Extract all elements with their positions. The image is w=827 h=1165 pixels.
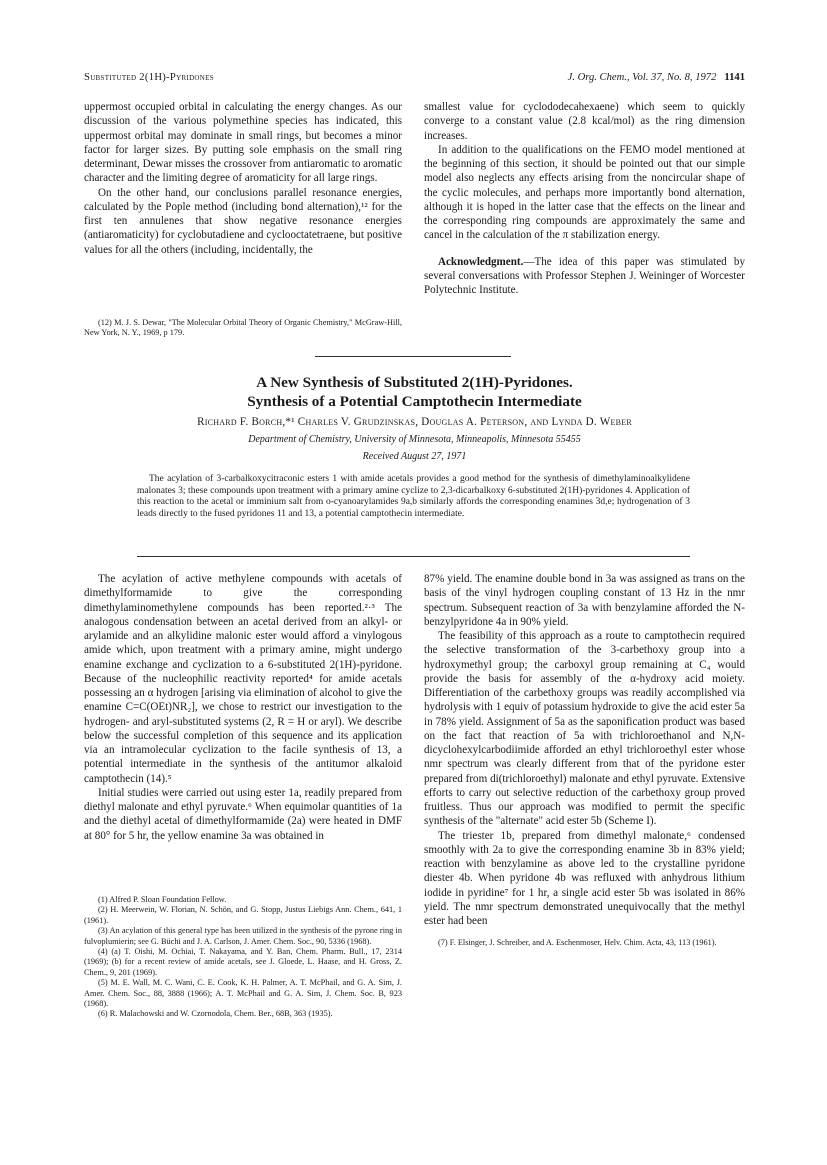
article-left-column — [84, 572, 402, 843]
footnotes-left — [84, 895, 402, 1020]
title-line: A New Synthesis of Substituted 2(1H)-Pyridones. — [256, 374, 573, 391]
footnote: (5) M. E. Wall, M. C. Wani, C. E. Cook, K. H. Palmer, A. T. McPhail, and G. A. Sim, J. Amer. Chem. Soc., 88, 3888 (1966); A. T. McPhail and G. A. Sim, J. Chem. Soc. B, 923 (1968). — [84, 978, 402, 1009]
acknowledgment-text: —The idea of this paper was stimulated by several conversations with Professor Stephen J. Weininger of Worcester Polytechnic Institute. — [424, 255, 745, 296]
article-right-column — [424, 572, 745, 928]
footnote: (2) H. Meerwein, W. Florian, N. Schön, and G. Stopp, Justus Liebigs Ann. Chem., 641, 1 (1961). — [84, 905, 402, 925]
article-divider — [315, 356, 511, 357]
article-title — [84, 373, 745, 411]
abstract-divider — [137, 556, 690, 557]
paragraph: The triester 1b, prepared from dimethyl malonate,⁶ condensed smoothly with 2a to give the corresponding enamine 3b in 83% yield; reaction with benzylamine as above led to the crystalline pyridone diester 4b. When pyridone 4b was refluxed with anhydrous lithium iodide in pyridine⁷ for 1 hr, a single acid ester 5b was isolated in 86% yield. The nmr spectrum demonstrated unequivocally that the methyl ester had been — [424, 829, 745, 927]
affiliation: Department of Chemistry, University of Minnesota, Minneapolis, Minnesota 55455 — [248, 434, 581, 445]
title-line: Synthesis of a Potential Camptothecin Intermediate — [247, 393, 582, 410]
footnote-12 — [84, 318, 402, 339]
received-date: Received August 27, 1971 — [362, 451, 467, 462]
footnote: (7) F. Elsinger, J. Schreiber, and A. Eschenmoser, Helv. Chim. Acta, 43, 113 (1961). — [438, 938, 717, 947]
page-number: 1141 — [724, 72, 745, 83]
footnote: (4) (a) T. Oishi, M. Ochiai, T. Nakayama, and Y. Ban, Chem. Pharm. Bull., 17, 2314 (1969); (b) for a recent review of amide acetals, see J. Gloede, L. Haase, and H. Gross, Z. Chem., 9, 201 (1969). — [84, 947, 402, 977]
journal-citation: J. Org. Chem., Vol. 37, No. 8, 1972 — [567, 72, 717, 83]
paragraph: Initial studies were carried out using ester 1a, readily prepared from diethyl malonate and ethyl pyruvate.⁶ When equimolar quantities of 1a and the diethyl acetal of dimethylformamide (2a) were heated in DMF at 80° for 5 hr, the yellow enamine 3a was obtained in — [84, 786, 402, 842]
previous-article-left-column — [84, 100, 402, 257]
running-head-title: Substituted 2(1H)-Pyridones — [84, 72, 214, 83]
paragraph: In addition to the qualifications on the FEMO model mentioned at the beginning of this section, it should be pointed out that our simple model also neglects any effects arising from the noncircular shape of the cyclic molecules, and perhaps more importantly bond alternation, although it is hoped in the latter case that the effects on the linear and the corresponding ring compounds are approximately the same and cancel in the calculation of the π stabilization energy. — [424, 143, 745, 242]
running-head — [84, 72, 745, 88]
paragraph: smallest value for cyclododecahexaene) which seem to quickly converge to a constant value (2.8 kcal/mol) as the ring dimension increases. — [424, 101, 745, 142]
paragraph: 87% yield. The enamine double bond in 3a was assigned as trans on the basis of the vinyl hydrogen coupling constant of 13 Hz in the nmr spectrum. Subsequent reaction of 3a with benzylamine afforded the N-benzylpyridone 4a in 90% yield. — [424, 573, 745, 628]
footnote: (3) An acylation of this general type has been utilized in the synthesis of the pyrone ring in fulvoplumierin; see G. Büchi and J. A. Carlson, J. Amer. Chem. Soc., 90, 5336 (1968). — [84, 926, 402, 946]
author-list: Richard F. Borch,*¹ Charles V. Grudzinskas, Douglas A. Peterson, and Lynda D. Weber — [197, 416, 632, 428]
footnote: (1) Alfred P. Sloan Foundation Fellow. — [98, 895, 227, 904]
paragraph: The acylation of active methylene compounds with acetals of dimethylformamide to give the corresponding dimethylaminomethylene compounds has been reported.²·³ The analogous condensation between an acetal derived from an alkyl- or arylamide and an alkylidine malonic ester would afford a vinylogous amide which, upon treatment with a primary amine, might undergo enamine exchange and cyclization to a 6-substituted 2(1H)-pyridone. Because of the nucleophilic reactivity reported⁴ for amide acetals possessing an α hydrogen [arising via elimination of alcohol to give the enamine C=C(OEt)NR₂], we chose to restrict our investigation to the hydrogen- and aryl-substituted systems (2, R = H or aryl). We describe below the successful completion of this sequence and its application via an intramolecular cyclization to the facile synthesis of 13, a potential intermediate in the synthesis of the antitumor alkaloid camptothecin (14).⁵ — [84, 573, 402, 785]
acknowledgment-heading: Acknowledgment. — [438, 255, 524, 268]
footnote-text: (12) M. J. S. Dewar, "The Molecular Orbital Theory of Organic Chemistry," McGraw-Hill, New York, N. Y., 1969, p 179. — [84, 318, 402, 338]
footnote: (6) R. Malachowski and W. Czornodola, Chem. Ber., 68B, 363 (1935). — [98, 1009, 333, 1019]
paragraph: The feasibility of this approach as a route to camptothecin required the selective transformation of the 3-carbethoxy group into a hydroxymethyl group; the carboxyl group remaining at C₄ would provide the basis for assembly of the α-hydroxy acid moiety. Differentiation of the carbethoxy groups was readily accomplished via hydrolysis with 1 equiv of potassium hydroxide to give the acid ester 5a in 78% yield. Assignment of 5a as the saponification product was based on the fact that reaction of 5a with trichloroethanol and N,N-dicyclohexylcarbodiimide afforded an ethyl trichloroethyl ester whose nmr spectrum was clearly different from that of the pyridone ester prepared from di(trichloroethyl) malonate and ethyl pyruvate. Extensive efforts to carry out selective reduction of the carbethoxy group proved fruitless. Thus our approach was modified to permit the specific synthesis of the "alternate" acid ester 5b (Scheme I). — [424, 630, 745, 828]
paragraph: uppermost occupied orbital in calculating the energy changes. As our discussion of the various polymethine species has indicated, this uppermost orbital may dominate in small rings, but becomes a minor factor for larger sizes. By putting sole emphasis on the small ring determinant, Dewar misses the crossover from antiaromatic to aromatic character and the limiting degree of aromaticity for all large rings. — [84, 101, 402, 185]
footnote-7 — [424, 938, 745, 948]
paragraph: On the other hand, our conclusions parallel resonance energies, calculated by the Pople method (including bond alternation),¹² for the first ten annulenes that show negative resonance energies (antiaromaticity) for cyclobutadiene and cyclooctatetraene, but positive values for all the others (including, incidentally, the — [84, 186, 402, 256]
abstract: The acylation of 3-carbalkoxycitraconic esters 1 with amide acetals provides a good method for the synthesis of dimethylaminoalkylidene malonates 3; these compounds upon treatment with a primary amine cyclize to 2,3-dicarbalkoxy 6-substituted 2(1H)-pyridones 4. Application of this reaction to the acetal or imminium salt from o-cyanoarylamides 9a,b similarly affords the corresponding enamines 3d,e; hydrogenation of 3 leads directly to the fused pyridones 11 and 13, a potential camptothecin intermediate. — [137, 474, 690, 519]
acknowledgment — [424, 255, 745, 298]
previous-article-right-column — [424, 100, 745, 297]
running-head-citation — [568, 72, 745, 83]
